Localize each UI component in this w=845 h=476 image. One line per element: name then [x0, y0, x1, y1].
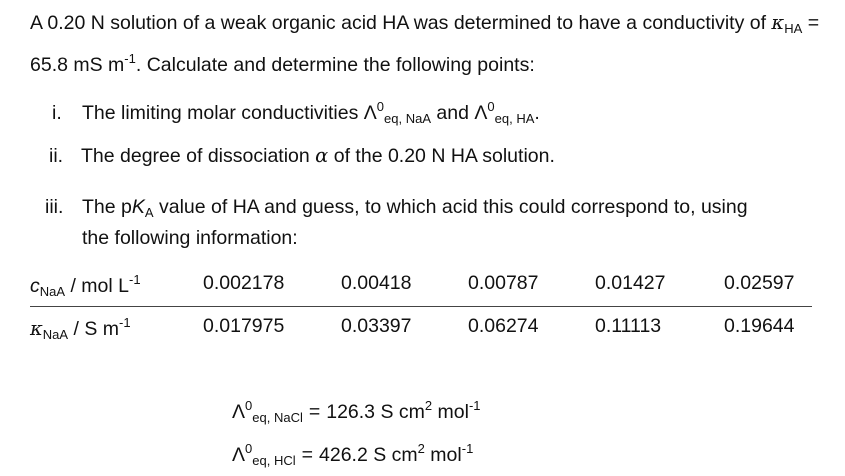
lambda-symbol: Λ: [232, 444, 246, 466]
item-text-rest: value of HA and guess, to which acid this could correspond to, using: [153, 196, 748, 218]
table-divider: [30, 306, 812, 307]
table-cell: 0.03397: [341, 315, 412, 337]
cm-exponent: 2: [417, 441, 425, 456]
item-text-and: and Λ: [431, 102, 488, 124]
row-unit: / mol L: [65, 275, 129, 297]
lambda-superscript: 0: [245, 398, 253, 413]
equals-sign: =: [301, 444, 314, 466]
table-cell: 0.01427: [595, 272, 666, 294]
table-cell: 0.02597: [724, 272, 795, 294]
table-cell: 0.00787: [468, 272, 539, 294]
question-item-iii: [45, 192, 748, 249]
intro-suffix: . Calculate and determine the following points:: [135, 54, 535, 76]
constant-nacl: [232, 390, 481, 433]
table-cell: 0.11113: [595, 315, 662, 337]
item-number: ii.: [49, 145, 64, 167]
row-unit-exponent: -1: [119, 315, 131, 330]
table-row-concentration: [30, 268, 812, 304]
table-row-conductivity: [30, 311, 812, 347]
kappa-unit-exponent: -1: [124, 51, 136, 66]
lambda-subscript: eq, HCl: [252, 453, 296, 468]
k-subscript: A: [144, 205, 154, 220]
given-constants: [232, 390, 481, 476]
kappa-symbol: κ: [30, 317, 43, 340]
alpha-symbol: α: [315, 144, 329, 167]
item-text: The degree of dissociation: [81, 145, 316, 167]
lambda-superscript: 0: [245, 441, 253, 456]
data-table: [30, 268, 812, 342]
question-item-ii: [49, 141, 555, 171]
question-item-i: [52, 92, 540, 134]
lambda-subscript: eq, HA: [494, 111, 535, 126]
mol-unit: mol: [432, 401, 469, 423]
mol-unit: mol: [424, 444, 462, 466]
row-header: [30, 315, 131, 342]
cm-exponent: 2: [424, 398, 433, 413]
row-unit-exponent: -1: [128, 272, 141, 287]
row-unit: / S m: [68, 318, 120, 340]
table-cell: 0.00418: [341, 272, 412, 294]
mol-exponent: -1: [461, 441, 474, 456]
table-cell: 0.06274: [468, 315, 539, 337]
constant-hcl: [232, 433, 481, 476]
item-text: The limiting molar conductivities Λ: [82, 102, 377, 124]
mol-exponent: -1: [468, 398, 481, 413]
intro-prefix: A 0.20 N solution of a weak organic acid HA was determined to have a conductivity of: [30, 12, 772, 34]
constant-value: 126.3 S cm: [326, 401, 425, 423]
item-text: The p: [82, 196, 132, 218]
table-cell: 0.017975: [203, 315, 285, 337]
kappa-subscript: NaA: [42, 327, 69, 342]
item-text-end: .: [534, 102, 540, 124]
item-number: iii.: [45, 196, 64, 218]
kappa-subscript: HA: [784, 21, 803, 36]
item-text-rest: of the 0.20 N HA solution.: [328, 145, 555, 167]
lambda-superscript: 0: [376, 99, 385, 114]
c-subscript: NaA: [39, 284, 66, 299]
lambda-subscript: eq, NaA: [384, 111, 432, 126]
problem-intro: [30, 8, 830, 80]
equals-sign: =: [308, 401, 321, 423]
lambda-superscript: 0: [487, 99, 495, 114]
k-symbol: K: [131, 196, 145, 218]
kappa-symbol: κ: [771, 11, 785, 34]
constant-value: 426.2 S cm: [319, 444, 418, 466]
table-cell: 0.19644: [724, 315, 795, 337]
item-number: i.: [52, 102, 62, 124]
row-header: [30, 272, 141, 299]
lambda-symbol: Λ: [232, 401, 246, 423]
item-text-line2: the following information:: [82, 227, 298, 249]
table-cell: 0.002178: [203, 272, 285, 294]
c-symbol: c: [30, 275, 40, 297]
kappa-value: = 65.8 mS m: [30, 12, 820, 76]
lambda-subscript: eq, NaCl: [252, 410, 303, 425]
